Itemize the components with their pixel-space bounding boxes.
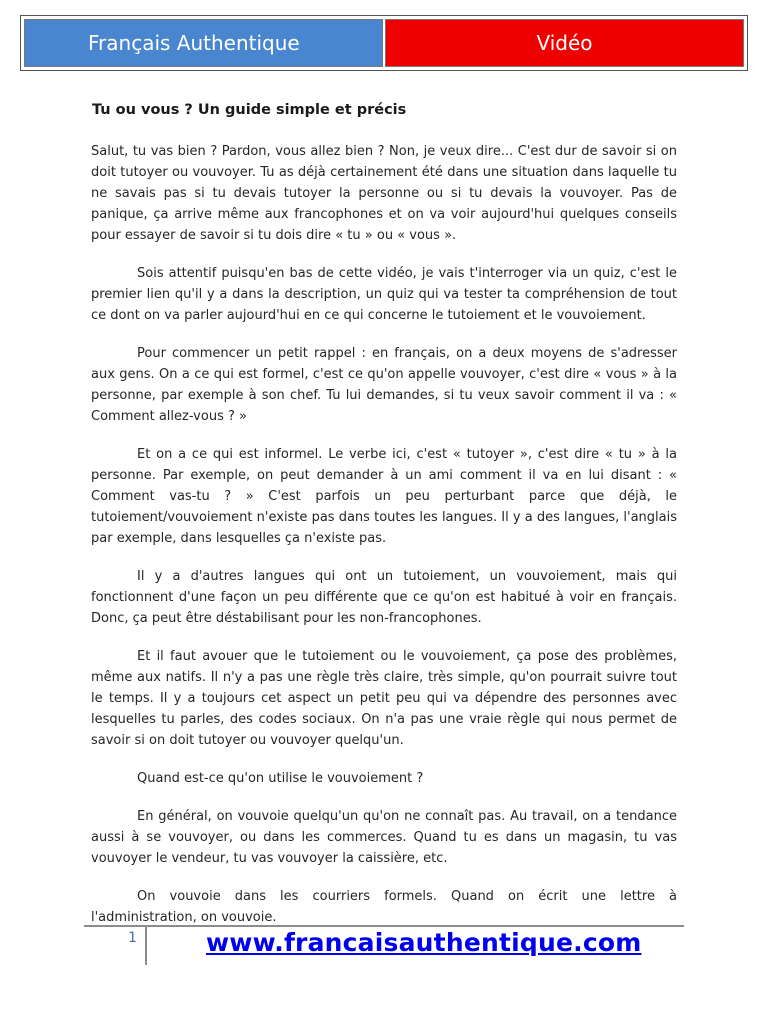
media-type-label: Vidéo <box>536 31 593 55</box>
document-title: Tu ou vous ? Un guide simple et précis <box>92 102 407 118</box>
paragraph-quiz: Sois attentif puisqu'en bas de cette vidéo, je vais t'interroger via un quiz, c'est le premier lien qu'il y a dans la description, un quiz qui va tester ta compréhension de tout ce dont on va parler aujourd'hui en ce qui concerne le tutoiement et le vouvoiement. <box>91 266 677 323</box>
paragraph-general: En général, on vouvoie quelqu'un qu'on ne connaît pas. Au travail, on a tendance aussi à se vouvoyer, ou dans les commerces. Quand tu es dans un magasin, tu vas vouvoyer le vendeur, tu vas vouvoyer la caissière, etc. <box>91 809 677 866</box>
paragraph-formal: Pour commencer un petit rappel : en français, on a deux moyens de s'adresser aux gens. On a ce qui est formel, c'est ce qu'on appelle vouvoyer, c'est dire « vous » à la personne, par exemple à son chef. Tu lui demandes, si tu veux savoir comment il va : « Comment allez-vous ? » <box>91 346 677 424</box>
paragraph-other-languages: Il y a d'autres langues qui ont un tutoiement, un vouvoiement, mais qui fonctionnent d'une façon un peu différente que ce qu'on est habitué à voir en français. Donc, ça peut être déstabilisant pour les non-francophones. <box>91 569 677 626</box>
footer-vertical-divider <box>145 927 147 965</box>
footer-divider <box>84 925 684 927</box>
paragraph-natives: Et il faut avouer que le tutoiement ou le vouvoiement, ça pose des problèmes, même aux natifs. Il n'y a pas une règle très claire, très simple, qu'on pourrait suivre tout le temps. Il y a toujours cet aspect un petit peu qui va dépendre des personnes avec lesquelles tu parles, des codes sociaux. On n'a pas une vraie règle qui nous permet de savoir si on doit tutoyer ou vouvoyer quelqu'un. <box>91 649 677 748</box>
paragraph-question: Quand est-ce qu'on utilise le vouvoiement ? <box>137 771 424 786</box>
document-body <box>91 141 677 945</box>
media-type-cell <box>385 19 744 67</box>
paragraph-informal: Et on a ce qui est informel. Le verbe ici, c'est « tutoyer », c'est dire « tu » à la personne. Par exemple, on peut demander à un ami comment il va en lui disant : « Comment vas-tu ? » C'est parfois un peu perturbant parce que déjà, le tutoiement/vouvoiement n'existe pas dans toutes les langues. Il y a des langues, l'anglais par exemple, dans lesquelles ça n'existe pas. <box>91 447 677 546</box>
paragraph-intro: Salut, tu vas bien ? Pardon, vous allez bien ? Non, je veux dire... C'est dur de savoir si on doit tutoyer ou vouvoyer. Tu as déjà certainement été dans une situation dans laquelle tu ne savais pas si tu devais tutoyer la personne ou si tu devais la vouvoyer. Pas de panique, ça arrive même aux francophones et on va voir aujourd'hui quelques conseils pour essayer de savoir si tu dois dire « tu » ou « vous ». <box>91 144 677 243</box>
header-banner <box>20 15 748 71</box>
brand-title: Français Authentique <box>88 31 300 55</box>
paragraph-letters: On vouvoie dans les courriers formels. Quand on écrit une lettre à l'administration, on vouvoie. <box>91 889 677 925</box>
website-link[interactable]: www.francaisauthentique.com <box>206 928 642 957</box>
page-number: 1 <box>128 930 137 946</box>
brand-cell <box>24 19 383 67</box>
